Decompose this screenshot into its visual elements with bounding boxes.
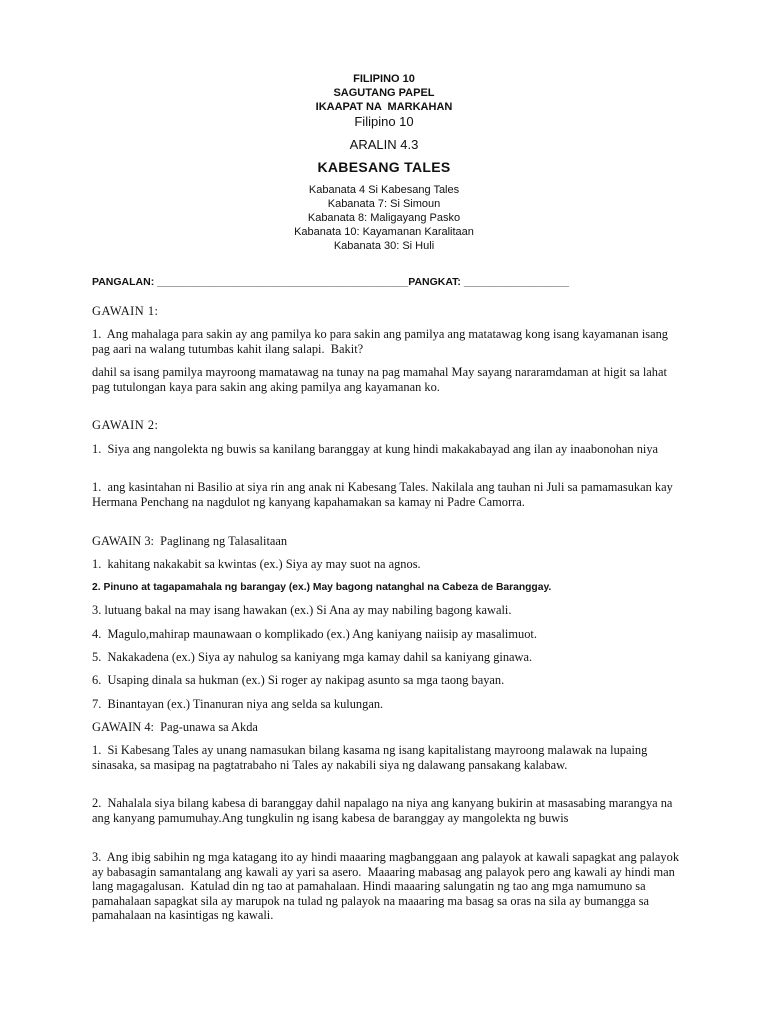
gawain2-item: 1. ang kasintahan ni Basilio at siya rin ang anak ni Kabesang Tales. Nakilala ang tauhan ni Juli sa pamamasukan kay Hermana Penchang na nagdulot ng kanyang kapahamakan sa kamay ni Padre Camorra. [92, 480, 676, 509]
gawain4-heading: GAWAIN 4: Pag-unawa sa Akda [92, 720, 258, 734]
chapter-item: Kabanata 30: Si Huli [333, 240, 435, 252]
sheet-type-heading: SAGUTANG PAPEL [333, 87, 435, 99]
quarter-heading: IKAAPAT NA MARKAHAN [315, 101, 453, 113]
gawain2-heading: GAWAIN 2: [92, 418, 159, 432]
gawain2-item: 1. Siya ang nangolekta ng buwis sa kanilang baranggay at kung hindi makakabayad ang ilan ay inaabonohan niya [92, 442, 659, 456]
name-section-field: PANGALAN: ___________________________________________PANGKAT: __________________ [92, 276, 569, 288]
lesson-heading: ARALIN 4.3 [349, 137, 419, 152]
page-title: KABESANG TALES [317, 159, 451, 175]
gawain3-item: 6. Usaping dinala sa hukman (ex.) Si roger ay nakipag asunto sa mga taong bayan. [92, 673, 505, 687]
grade-heading: Filipino 10 [354, 114, 414, 129]
gawain3-item: 7. Binantayan (ex.) Tinanuran niya ang selda sa kulungan. [92, 697, 384, 711]
gawain1-question: 1. Ang mahalaga para sakin ay ang pamilya ko para sakin ang pamilya ang matatawag kong isang kayamanan isang pag aari na walang tutumbas kahit ilang salapi. Bakit? [92, 327, 672, 356]
gawain1-heading: GAWAIN 1: [92, 304, 159, 318]
gawain3-heading: GAWAIN 3: Paglinang ng Talasalitaan [92, 534, 288, 548]
gawain3-item: 2. Pinuno at tagapamahala ng barangay (ex.) May bagong natanghal na Cabeza de Baranggay. [92, 582, 552, 593]
gawain4-item: 2. Nahalala siya bilang kabesa di baranggay dahil napalago na niya ang kanyang bukirin at masasabing marangya na ang kanyang pamumuhay.Ang tungkulin ng isang kabesa de baranggay ay mangolekta ng buwis [92, 796, 676, 825]
gawain4-item: 1. Si Kabesang Tales ay unang namasukan bilang kasama ng isang kapitalistang mayroong malawak na lupaing sinasaka, sa masipag na pagtatrabaho ni Tales ay nakabili siya ng dalawang pansakang kalabaw. [92, 743, 651, 772]
gawain1-answer: dahil sa isang pamilya mayroong mamatawag na tunay na pag mamahal May sayang nararamdaman at higit sa lahat pag tutulongan kaya para sakin ang aking pamilya ang kayamanan ko. [92, 365, 667, 394]
chapter-item: Kabanata 10: Kayamanan Karalitaan [294, 226, 474, 238]
subject-heading: FILIPINO 10 [353, 73, 415, 85]
gawain3-item: 3. lutuang bakal na may isang hawakan (ex.) Si Ana ay may nabiling bagong kawali. [92, 603, 512, 617]
chapter-item: Kabanata 4 Si Kabesang Tales [308, 184, 460, 196]
chapter-item: Kabanata 7: Si Simoun [327, 198, 441, 210]
gawain3-item: 1. kahitang nakakabit sa kwintas (ex.) Siya ay may suot na agnos. [92, 557, 421, 571]
gawain3-item: 5. Nakakadena (ex.) Siya ay nahulog sa kaniyang mga kamay dahil sa kaniyang ginawa. [92, 650, 533, 664]
gawain4-item: 3. Ang ibig sabihin ng mga katagang ito ay hindi maaaring magbanggaan ang palayok at kawali sapagkat ang palayok ay babasagin samantalang ang kawali ay yari sa asero. Maaaring mabasag ang palayok pero ang kawali ay hindi man lang magagalusan. Katulad din ng tao at pamahalaan. Hindi maaaring salungatin ng tao ang mga namumuno sa pamahalaan sapagkat sila ay marupok na tulad ng palayok na maaaring ma basag sa oras na sila ay bumangga sa pamahalaan na kasintigas ng kawali. [92, 850, 683, 923]
chapter-item: Kabanata 8: Maligayang Pasko [307, 212, 461, 224]
gawain3-item: 4. Magulo,mahirap maunawaan o komplikado (ex.) Ang kaniyang naiisip ay masalimuot. [92, 627, 537, 641]
